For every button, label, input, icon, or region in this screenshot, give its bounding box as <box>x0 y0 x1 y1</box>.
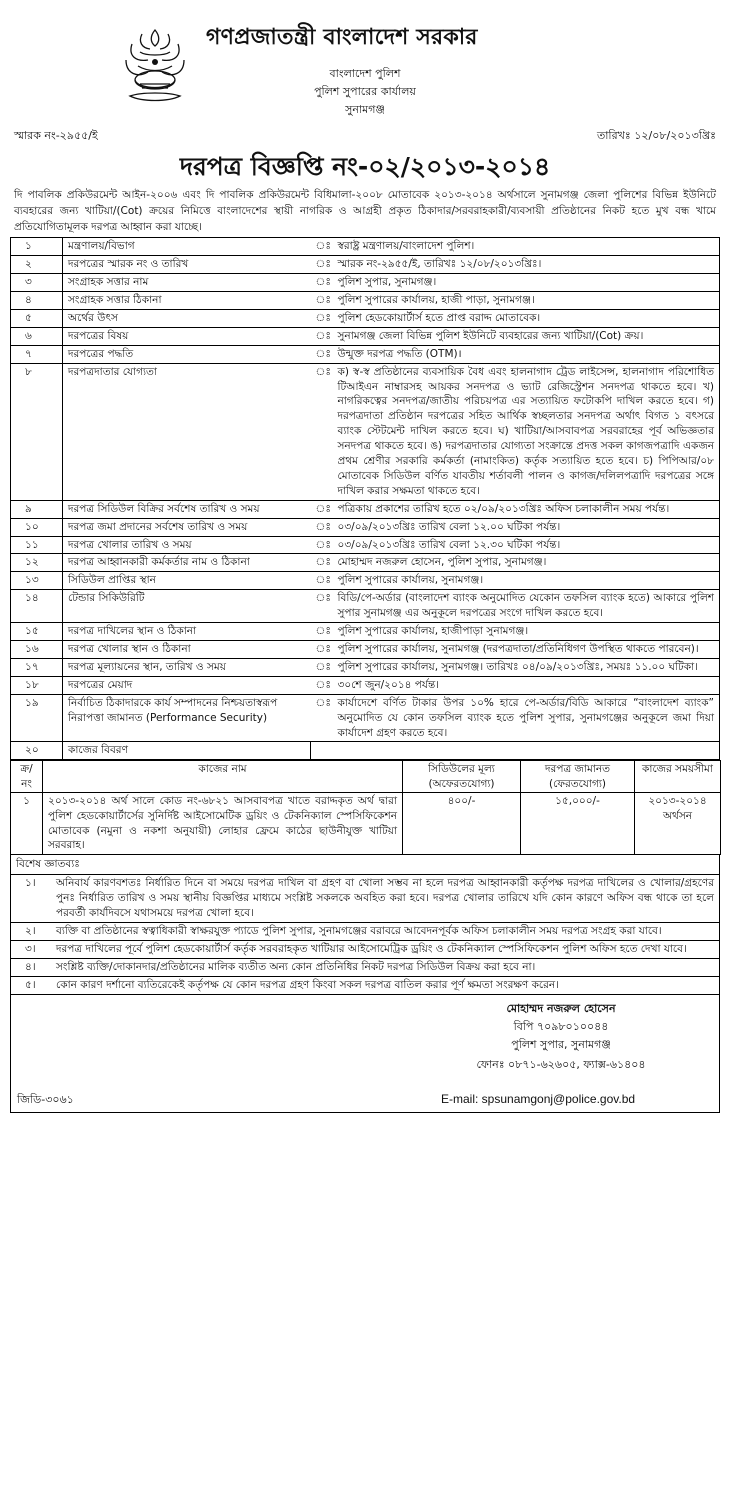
info-row-value: মোহাম্মদ নজরুল হোসেন, পুলিশ সুপার, সুনামগঞ্জ। <box>333 554 720 572</box>
note-number: ৫। <box>25 978 36 991</box>
signatory-designation: পুলিশ সুপার, সুনামগঞ্জ <box>511 1037 611 1051</box>
work-table-header <box>11 761 721 792</box>
info-row-label: দরপত্র সিডিউল বিক্রির সর্বশেষ তারিখ ও সময় <box>63 500 311 518</box>
info-row-value: ০৩/০৯/২০১৩খ্রিঃ তারিখ বেলা ১২.০০ ঘটিকা পর্যন্ত। <box>333 518 720 536</box>
note-text: সংশ্লিষ্ট ব্যক্তি/দোকানদার/প্রতিষ্ঠানের মালিক ব্যতীত অন্য কোন প্রতিনিধির নিকট দরপত্র সিডিউল বিক্রয় করা হবে না। <box>56 960 536 973</box>
info-row <box>11 291 720 309</box>
info-row-label: দরপত্র খোলার স্থান ও ঠিকানা <box>63 641 311 659</box>
info-row-number: ৪ <box>11 291 63 309</box>
note-text: কোন কারণ দর্শানো ব্যতিরেকেই কর্তৃপক্ষ যে কোন দরপত্র গ্রহণ কিংবা সকল দরপত্র বাতিল করার পূর্ণ ক্ষমতা সংরক্ষণ করেন। <box>56 978 559 991</box>
letterhead <box>10 0 720 126</box>
memo-number: স্মারক নং-২৯৫৫/ই <box>14 129 98 142</box>
info-row <box>11 274 720 292</box>
info-row-colon: ঃ <box>311 238 333 256</box>
work-header-duration: কাজের সময়সীমা <box>635 761 721 792</box>
info-row-value: পুলিশ সুপারের কার্যালয়, সুনামগঞ্জ (দরপত্রদাতা/প্রতিনিধিগণ উপস্থিত থাকতে পারবেন)। <box>333 641 720 659</box>
info-row-label: দরপত্র মূল্যায়নের স্থান, তারিখ ও সময় <box>63 658 311 676</box>
note-item <box>11 959 719 977</box>
work-sl: ১ <box>11 792 43 855</box>
info-row-number: ৮ <box>11 363 63 500</box>
note-item <box>11 875 719 923</box>
org-line-police: বাংলাদেশ পুলিশ <box>329 67 401 80</box>
info-row-value: বিডি/পে-অর্ডার (বাংলাদেশ ব্যাংক অনুমোদিত যেকোন তফসিল ব্যাংক হতে) আকারে পুলিশ সুপার সুনামগঞ্জ এর অনুকূলে দরপত্রের সংগে দাখিল করতে হবে। <box>333 590 720 623</box>
work-header-name: কাজের নাম <box>43 761 403 792</box>
info-row-value: পুলিশ সুপারের কার্যালয়, হাজীপাড়া সুনামগঞ্জ। <box>333 623 720 641</box>
info-row-value: স্মারক নং-২৯৫৫/ই, তারিখঃ ১২/০৮/২০১৩খ্রিঃ। <box>333 256 720 274</box>
info-row-colon: ঃ <box>311 327 333 345</box>
work-header-schedule: সিডিউলের মূল্য (অফেরতযোগ্য) <box>403 761 521 792</box>
note-number: ২। <box>25 924 36 937</box>
info-row-colon: ঃ <box>311 658 333 676</box>
info-row-number: ১২ <box>11 554 63 572</box>
info-row-label: কাজের বিবরণ <box>63 742 311 760</box>
work-duration: ২০১৩-২০১৪ অর্থসন <box>635 792 721 855</box>
tender-info-table <box>10 237 720 760</box>
info-row-colon: ঃ <box>311 554 333 572</box>
signature-block <box>10 995 720 1113</box>
info-row <box>11 742 720 760</box>
info-row-colon: ঃ <box>311 572 333 590</box>
info-row-number: ২ <box>11 256 63 274</box>
info-row-label: দরপত্রদাতার যোগ্যতা <box>63 363 311 500</box>
info-row-number: ৯ <box>11 500 63 518</box>
info-row-colon: ঃ <box>311 256 333 274</box>
tender-title: দরপত্র বিজ্ঞপ্তি নং-০২/২০১৩-২০১৪ <box>179 152 551 181</box>
info-row-label: দরপত্র দাখিলের স্থান ও ঠিকানা <box>63 623 311 641</box>
note-item <box>11 941 719 959</box>
info-row <box>11 363 720 500</box>
work-table <box>10 760 721 855</box>
info-row-label: দরপত্রের মেয়াদ <box>63 676 311 694</box>
info-row-number: ৩ <box>11 274 63 292</box>
info-row-colon: ঃ <box>311 676 333 694</box>
info-row <box>11 536 720 554</box>
info-row <box>11 641 720 659</box>
info-row <box>11 345 720 363</box>
info-row-label: নির্বাচিত ঠিকাদারকে কার্য সম্পাদনের নিশ্চয়তাস্বরূপ নিরাপত্তা জামানত (Performance Security) <box>63 694 311 742</box>
info-row-colon: ঃ <box>311 309 333 327</box>
info-row-label: দরপত্রের বিষয় <box>63 327 311 345</box>
info-row-number: ১৯ <box>11 694 63 742</box>
note-text: অনিবার্য কারণবশতঃ নির্ধারিত দিনে বা সময়ে দরপত্র দাখিল বা গ্রহণ বা খোলা সম্ভব না হলে দরপত্র আহ্বানকারী কর্তৃপক্ষ দরপত্র দাখিলের ও খোলার/গ্রহণের পুনঃ নির্ধারিত তারিখ ও সময় স্থানীয় বিজ্ঞপ্তির মাধ্যমে সংশ্লিষ্ট সকলকে অবহিত করা হবে। দরপত্র খোলার তারিখে যদি কোন কারণে অফিস বন্ধ থাকে তা হলে পরবর্তী কার্যদিবসে যথাসময়ে দরপত্র খোলা হবে। <box>56 877 714 920</box>
reference-row <box>10 126 720 148</box>
info-row-label: দরপত্র জমা প্রদানের সর্বশেষ তারিখ ও সময় <box>63 518 311 536</box>
info-row-label: সংগ্রাহক সত্তার নাম <box>63 274 311 292</box>
note-number: ৪। <box>25 960 36 973</box>
info-row <box>11 518 720 536</box>
info-row-colon: ঃ <box>311 641 333 659</box>
info-row-label: দরপত্র আহ্বানকারী কর্মকর্তার নাম ও ঠিকানা <box>63 554 311 572</box>
info-row-colon: ঃ <box>311 500 333 518</box>
info-row-blank <box>311 742 720 760</box>
info-row <box>11 327 720 345</box>
info-row-value: পত্রিকায় প্রকাশের তারিখ হতে ০২/০৯/২০১৩খ্রিঃ অফিস চলাকালীন সময় পর্যন্ত। <box>333 500 720 518</box>
org-line-district: সুনামগঞ্জ <box>345 103 385 116</box>
note-item <box>11 977 719 994</box>
note-number: ১। <box>25 877 36 890</box>
info-row <box>11 309 720 327</box>
info-row-value: স্বরাষ্ট্র মন্ত্রণালয়/বাংলাদেশ পুলিশ। <box>333 238 720 256</box>
info-row <box>11 500 720 518</box>
work-row <box>11 792 721 855</box>
signatory-bp: বিপি ৭০৯৮০১০০৪৪ <box>513 1019 609 1033</box>
info-row-number: ১৭ <box>11 658 63 676</box>
info-row-colon: ঃ <box>311 694 333 742</box>
note-item <box>11 923 719 941</box>
info-row-number: ৫ <box>11 309 63 327</box>
info-row-number: ২০ <box>11 742 63 760</box>
info-row-label: সংগ্রাহক সত্তার ঠিকানা <box>63 291 311 309</box>
info-row-label: টেন্ডার সিকিউরিটি <box>63 590 311 623</box>
info-row-number: ১০ <box>11 518 63 536</box>
info-row <box>11 554 720 572</box>
info-row-number: ১৮ <box>11 676 63 694</box>
note-text: দরপত্র দাখিলের পূর্বে পুলিশ হেডকোয়ার্টার্স কর্তৃক সরবরাহকৃত খাটিয়ার আইসোমেট্রিক ড্রয়িং ও টেকনিক্যাল স্পেসিফিকেশন পুলিশ অফিস হতে দেখা যাবে। <box>56 942 687 955</box>
info-row-value: পুলিশ সুপারের কার্যালয়, সুনামগঞ্জ। তারিখঃ ০৪/০৯/২০১৩খ্রিঃ, সময়ঃ ১১.০০ ঘটিকা। <box>333 658 720 676</box>
info-row <box>11 590 720 623</box>
info-row-number: ৬ <box>11 327 63 345</box>
work-schedule-price: ৪০০/- <box>403 792 521 855</box>
special-notes <box>10 855 720 994</box>
info-row-colon: ঃ <box>311 518 333 536</box>
info-row-label: দরপত্র খোলার তারিখ ও সময় <box>63 536 311 554</box>
info-row-label: দরপত্রের স্মারক নং ও তারিখ <box>63 256 311 274</box>
info-row <box>11 658 720 676</box>
info-row-colon: ঃ <box>311 274 333 292</box>
special-notes-title: বিশেষ জ্ঞাতব্যঃ <box>11 855 719 875</box>
info-row-label: দরপত্রের পদ্ধতি <box>63 345 311 363</box>
info-row-label: মন্ত্রণালয়/বিভাগ <box>63 238 311 256</box>
intro-paragraph: দি পাবলিক প্রকিউরমেন্ট আইন-২০০৬ এবং দি পাবলিক প্রকিউরমেন্ট বিধিমালা-২০০৮ মোতাবেক ২০১৩-২০১৪ অর্থসালে সুনামগঞ্জ জেলা পুলিশের বিভিন্ন ইউনিটে ব্যবহারের জন্য খাটিয়া/(Cot) ক্রয়ের নিমিত্তে বাংলাদেশের স্থায়ী নাগরিক ও আগ্রহী প্রকৃত ঠিকাদার/সরবরাহকারী/ব্যবসায়ী প্রতিষ্ঠানের নিকট হতে মুখ বন্ধ খামে প্রতিযোগিতামূলক দরপত্র আহ্বান করা যাচ্ছে। <box>14 189 716 233</box>
info-row-label: অর্থের উৎস <box>63 309 311 327</box>
note-text: ব্যক্তি বা প্রতিষ্ঠানের স্বত্বাধিকারী স্বাক্ষরযুক্ত প্যাডে পুলিশ সুপার, সুনামগঞ্জের বরাবরে আবেদনপূর্বক অফিস চলাকালীন সময় দরপত্র সংগ্রহ করা যাবে। <box>56 924 662 937</box>
info-row <box>11 623 720 641</box>
info-row <box>11 694 720 742</box>
info-row-number: ১১ <box>11 536 63 554</box>
info-row-value: উন্মুক্ত দরপত্র পদ্ধতি (OTM)। <box>333 345 720 363</box>
info-row-number: ১৬ <box>11 641 63 659</box>
government-title: গণপ্রজাতন্ত্রী বাংলাদেশ সরকার <box>206 25 478 50</box>
info-row-number: ৭ <box>11 345 63 363</box>
info-row-value: পুলিশ সুপার, সুনামগঞ্জ। <box>333 274 720 292</box>
info-row-colon: ঃ <box>311 345 333 363</box>
notice-date: তারিখঃ ১২/০৮/২০১৩খ্রিঃ <box>596 129 716 142</box>
info-row-number: ১৫ <box>11 623 63 641</box>
work-header-security: দরপত্র জামানত (ফেরতযোগ্য) <box>521 761 635 792</box>
signatory-name: মোহাম্মদ নজরুল হোসেন <box>506 1001 616 1015</box>
note-number: ৩। <box>25 942 36 955</box>
info-row-label: সিডিউল প্রাপ্তির স্থান <box>63 572 311 590</box>
gd-number: জিডি-৩০৬১ <box>17 1092 74 1106</box>
work-name: ২০১৩-২০১৪ অর্থ সালে কোড নং-৬৮২১ আসবাবপত্র খাতে বরাদ্দকৃত অর্থ দ্বারা পুলিশ হেডকোয়ার্টার্সের সুনির্দিষ্ট আইসোমেটিক ড্রয়িং ও টেকনিক্যাল স্পেসিফিকেশন মোতাবেক (নমুনা ও নকশা অনুযায়ী) লোহার ফ্রেমে কাঠের ছাউনীযুক্ত খাটিয়া সরবরাহ। <box>43 792 403 855</box>
signatory-phone: ফোনঃ ০৮৭১-৬২৬০৫, ফ্যাক্স-৬১৪০৪ <box>476 1057 646 1071</box>
info-row-colon: ঃ <box>311 291 333 309</box>
org-line-office: পুলিশ সুপারের কার্যালয় <box>314 85 416 98</box>
info-row-value: কার্যাদেশে বর্ণিত টাকার উপর ১০% হারে পে-অর্ডার/বিডি আকারে “বাংলাদেশ ব্যাংক” অনুমোদিত যে কোন তফসিল ব্যাংক হতে পুলিশ সুপার, সুনামগঞ্জের অনুকূলে জমা দিয়া কার্যাদেশ গ্রহণ করতে হবে। <box>333 694 720 742</box>
info-row-number: ১৪ <box>11 590 63 623</box>
info-row-colon: ঃ <box>311 363 333 500</box>
info-row-colon: ঃ <box>311 536 333 554</box>
info-row-value: পুলিশ সুপারের কার্যালয়, হাজী পাড়া, সুনামগঞ্জ। <box>333 291 720 309</box>
info-row-value: সুনামগঞ্জ জেলা বিভিন্ন পুলিশ ইউনিটে ব্যবহারের জন্য খাটিয়া/(Cot) ক্রয়। <box>333 327 720 345</box>
info-row-value: পুলিশ সুপারের কার্যালয়, সুনামগঞ্জ। <box>333 572 720 590</box>
info-row-value: ক) স্ব-স্ব প্রতিষ্ঠানের ব্যবসায়িক বৈধ এবং হালনাগাদ ট্রেড লাইসেন্স, হালনাগাদ পরিশোধিত টিআইএন নাম্বারসহ আয়কর সনদপত্র ও ভ্যাট রেজিস্ট্রেশন সনদপত্র থাকতে হবে। খ) নাগরিকত্বের সনদপত্র/জাতীয় পরিচয়পত্র এর সত্যায়িত ফটোকপি দাখিল করতে হবে। গ) দরপত্রদাতা প্রতিষ্ঠান দরপত্রের সহিত আর্থিক স্বচ্ছলতার সনদপত্র অর্থাৎ বিগত ১ বৎসরে ব্যাংক স্টেটমেন্ট দাখিল করতে হবে। ঘ) খাটিয়া/আসবাবপত্র সরবরাহের পূর্ব অভিজ্ঞতার সনদপত্র থাকতে হবে। ঙ) দরপত্রদাতার যোগ্যতা সংক্রান্তে প্রদত্ত সকল কাগজপত্রাদি একজন প্রথম শ্রেণীর সরকারি কর্মকর্তা (নামাংকিত) কর্তৃক সত্যায়িত হতে হবে। চ) পিপিআর/০৮ মোতাবেক সিডিউল বর্ণিত যাবতীয় শর্তাবলী পালন ও কাগজ/দলিলপত্রাদি দরপত্রের সঙ্গে দাখিল করার সক্ষমতা থাকতে হবে। <box>333 363 720 500</box>
info-row-number: ১৩ <box>11 572 63 590</box>
info-row-value: পুলিশ হেডকোয়ার্টার্স হতে প্রাপ্ত বরাদ্দ মোতাবেক। <box>333 309 720 327</box>
info-row-colon: ঃ <box>311 623 333 641</box>
info-row-value: ০৩/০৯/২০১৩খ্রিঃ তারিখ বেলা ১২.৩০ ঘটিকা পর্যন্ত। <box>333 536 720 554</box>
info-row <box>11 256 720 274</box>
info-row-number: ১ <box>11 238 63 256</box>
work-header-sl: ক্র/ নং <box>11 761 43 792</box>
work-security-amount: ১৫,০০০/- <box>521 792 635 855</box>
signatory-email: E-mail: spsunamgonj@police.gov.bd <box>441 1091 636 1106</box>
info-row <box>11 572 720 590</box>
info-row-colon: ঃ <box>311 590 333 623</box>
info-row-value: ৩০শে জুন/২০১৪ পর্যন্ত। <box>333 676 720 694</box>
info-row <box>11 676 720 694</box>
info-row <box>11 238 720 256</box>
